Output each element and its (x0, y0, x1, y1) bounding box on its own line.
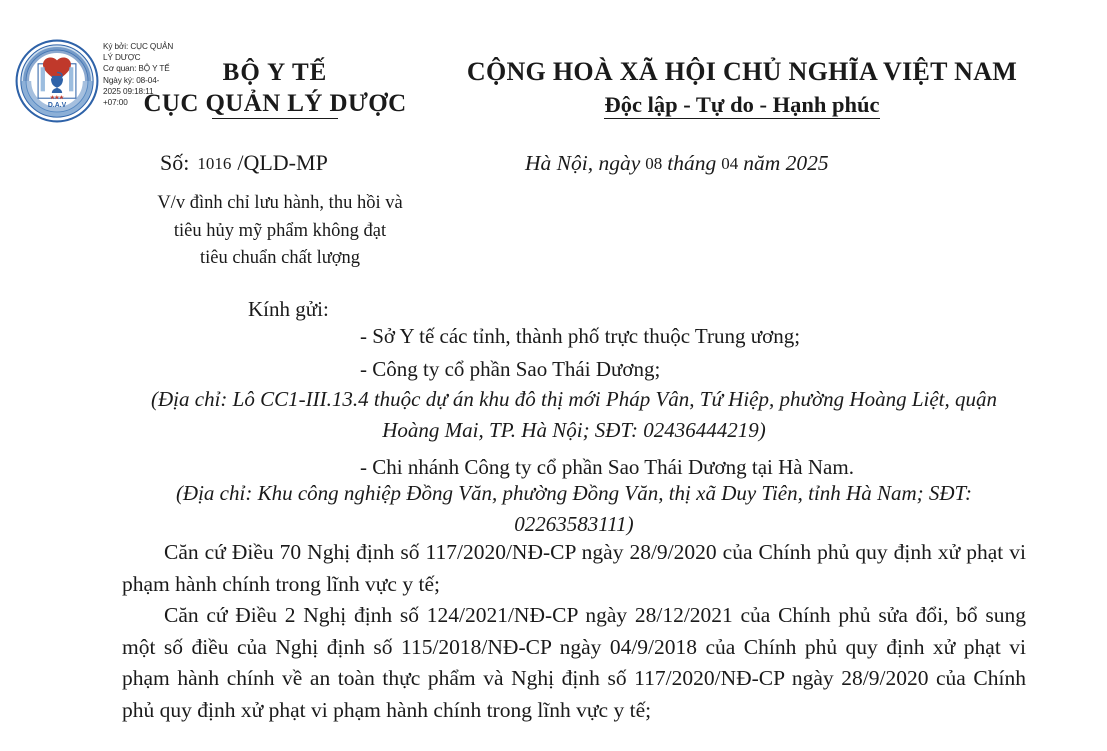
issue-month: 04 (721, 154, 739, 173)
month-label: tháng (667, 151, 717, 175)
recipient-item-3: - Chi nhánh Công ty cổ phần Sao Thái Dương tại Hà Nam. (360, 455, 854, 479)
country-name: CỘNG HOÀ XÃ HỘI CHỦ NGHĨA VIỆT NAM (466, 57, 1018, 86)
document-number-value: 1016 (197, 154, 232, 173)
document-number (160, 148, 328, 179)
signature-line-4: Ngày ký: 08-04- (103, 75, 160, 85)
recipient-address-1: (Địa chỉ: Lô CC1-III.13.4 thuộc dự án khu đô thị mới Pháp Vân, Tứ Hiệp, phường Hoàng Liệt, quận Hoàng Mai, TP. Hà Nội; SĐT: 02436444219) (151, 387, 997, 442)
signature-line-1: Ký bởi: CỤC QUẢN (103, 42, 174, 51)
agency-seal-icon (14, 38, 100, 124)
national-motto: Độc lập - Tự do - Hạnh phúc (604, 90, 879, 120)
recipient-list (360, 320, 1000, 386)
body-paragraph-2 (122, 600, 1026, 726)
body-paragraph-2-text: Căn cứ Điều 2 Nghị định số 124/2021/NĐ-CP ngày 28/12/2021 của Chính phủ sửa đổi, bổ sung một số điều của Nghị định số 115/2018/NĐ-CP ngày 04/9/2018 của Chính phủ quy định xử phạt vi phạm hành chính về an toàn thực phẩm và Nghị định số 117/2020/NĐ-CP ngày 28/9/2020 của Chính phủ quy định xử phạt vi phạm hành chính trong lĩnh vực y tế; (122, 603, 1026, 722)
svg-text:★★★: ★★★ (50, 95, 64, 102)
issue-year: năm 2025 (743, 151, 829, 175)
issue-place: Hà Nội, ngày (525, 151, 641, 175)
document-number-suffix: /QLD-MP (237, 150, 328, 175)
signature-line-6: +07:00 (103, 98, 128, 108)
recipient-item-1: - Sở Y tế các tỉnh, thành phố trực thuộc Trung ương; (360, 324, 801, 348)
agency-name: CỤC QUẢN LÝ DƯỢC (143, 88, 406, 120)
signature-line-2: LÝ DƯỢC (103, 53, 141, 63)
recipient-address-2: (Địa chỉ: Khu công nghiệp Đồng Văn, phường Đồng Văn, thị xã Duy Tiên, tỉnh Hà Nam; SĐT: 02263583111) (175, 481, 973, 536)
svg-text:D.A.V: D.A.V (47, 101, 67, 109)
signature-line-3: Cơ quan: BỘ Y TẾ (103, 64, 170, 74)
issuing-agency-header (110, 58, 440, 120)
ministry-name: BỘ Y TẾ (222, 59, 328, 86)
subject-line-3: tiêu chuẩn chất lượng (199, 248, 361, 268)
document-number-label: Số: (160, 150, 190, 175)
recipient-item-2: - Công ty cổ phần Sao Thái Dương; (360, 357, 661, 381)
national-header (432, 56, 1052, 120)
subject-line-1: V/v đình chỉ lưu hành, thu hồi và (157, 193, 403, 213)
issue-date-line (525, 148, 829, 179)
body-paragraph-1-text: Căn cứ Điều 70 Nghị định số 117/2020/NĐ-CP ngày 28/9/2020 của Chính phủ quy định xử phạt vi phạm hành chính trong lĩnh vực y tế; (122, 540, 1026, 596)
body-paragraph-1 (122, 537, 1026, 600)
issue-day: 08 (645, 154, 663, 173)
recipient-label: Kính gửi: (248, 297, 329, 321)
signature-line-5: 2025 09:18:11 (103, 86, 154, 96)
subject-line-2: tiêu hủy mỹ phẩm không đạt (173, 220, 387, 241)
document-subject (112, 190, 448, 273)
